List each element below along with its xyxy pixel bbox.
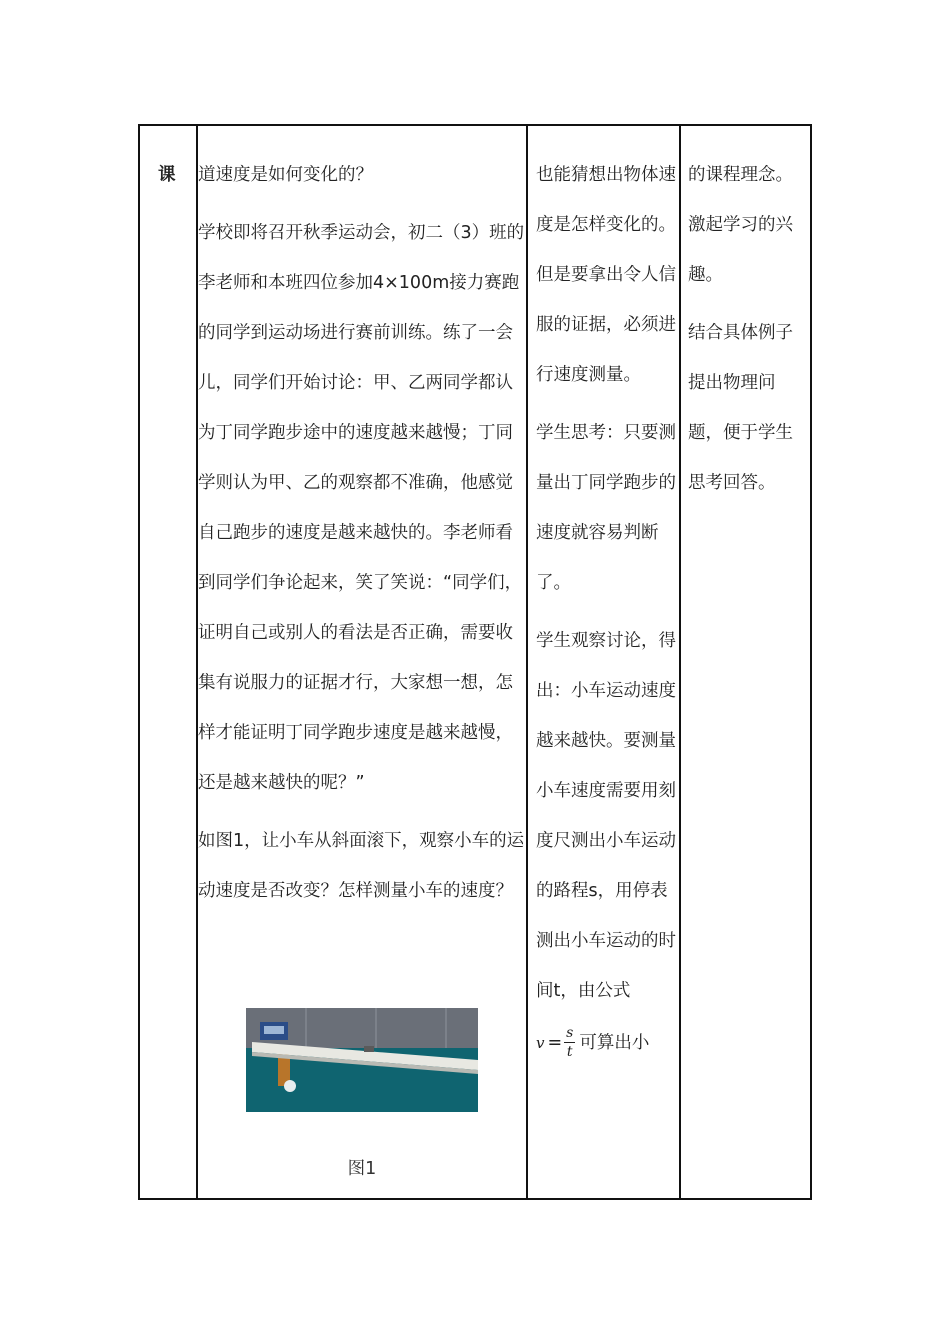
figure-caption: 图1 bbox=[347, 1159, 377, 1179]
formula-equals: = bbox=[547, 1032, 563, 1053]
section-label: 课 bbox=[158, 165, 176, 185]
activity-paragraph: 学生观察讨论，得出：小车运动速度越来越快。要测量小车速度需要用刻度尺测出小车运动的路程s，用停表测出小车运动的时间t，由公式 bbox=[536, 631, 676, 1001]
activity-paragraph: 也能猜想出物体速度是怎样变化的。但是要拿出令人信服的证据，必须进行速度测量。 bbox=[536, 165, 676, 385]
formula-numerator: s bbox=[566, 1025, 574, 1041]
formula-fraction bbox=[564, 1024, 575, 1061]
student-activity-column bbox=[536, 150, 676, 1061]
velocity-formula bbox=[536, 1024, 676, 1061]
formula-denominator: t bbox=[566, 1044, 573, 1060]
incline-cart-photo bbox=[246, 1008, 478, 1112]
content-paragraph: 道速度是如何变化的？ bbox=[198, 165, 373, 185]
activity-paragraph: 学生思考：只要测量出丁同学跑步的速度就容易判断了。 bbox=[536, 423, 676, 593]
incline-cart-illustration bbox=[246, 1008, 478, 1112]
column-divider bbox=[679, 126, 681, 1198]
content-paragraph: 如图1，让小车从斜面滚下，观察小车的运动速度是否改变？怎样测量小车的速度？ bbox=[198, 831, 525, 901]
lesson-table bbox=[138, 124, 812, 1200]
content-paragraph: 学校即将召开秋季运动会，初二（3）班的李老师和本班四位参加4×100m接力赛跑的同学到运动场进行赛前训练。练了一会儿，同学们开始讨论：甲、乙两同学都认为丁同学跑步途中的速度越来越慢；丁同学则认为甲、乙的观察都不准确，他感觉自己跑步的速度是越来越快的。李老师看到同学们争论起来，笑了笑说：“同学们，证明自己或别人的看法是否正确，需要收集有说服力的证据才行，大家想一想，怎样才能证明丁同学跑步速度是越来越慢，还是越来越快的呢？” bbox=[198, 223, 525, 793]
teaching-content-column bbox=[198, 150, 526, 924]
formula-tail: 可算出小 bbox=[579, 1032, 650, 1053]
formula-lhs: v bbox=[536, 1033, 545, 1052]
intent-paragraph: 的课程理念。激起学习的兴趣。 bbox=[688, 165, 793, 285]
intent-paragraph: 结合具体例子提出物理问题，便于学生思考回答。 bbox=[688, 323, 793, 493]
column-divider bbox=[526, 126, 528, 1198]
design-intent-column bbox=[688, 150, 810, 516]
